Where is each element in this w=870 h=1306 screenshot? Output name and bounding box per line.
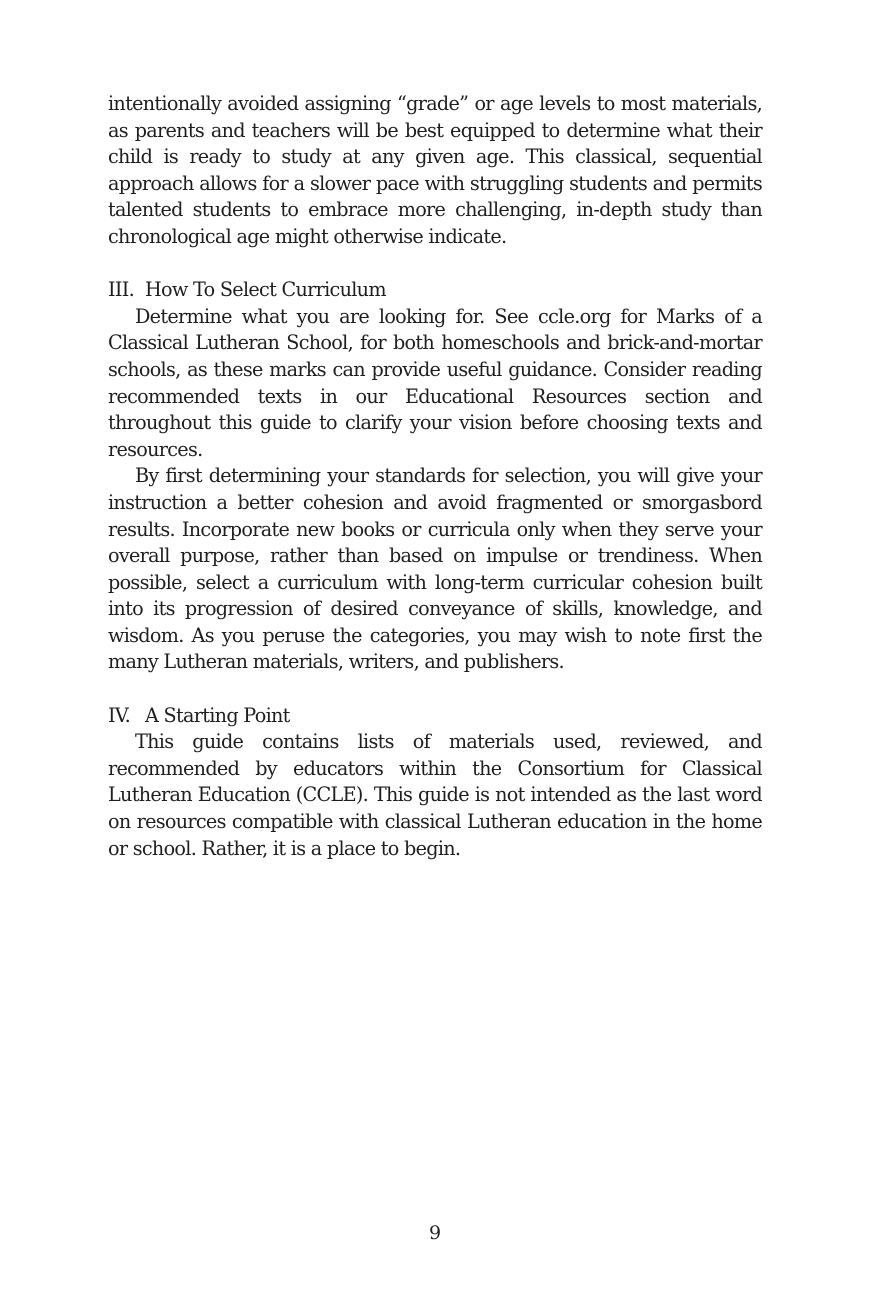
- section-title: How To Select Curriculum: [145, 278, 386, 302]
- section-heading-how-to-select-curriculum: [108, 277, 762, 304]
- body-paragraph: This guide contains lists of materials used, reviewed, and recommended by educators within the Consortium for Classical Lutheran Education (CCLE). This guide is not intended as the last word on resources compatible with classical Lutheran education in the home or school. Rather, it is a place to begin.: [108, 730, 762, 860]
- section-title: A Starting Point: [145, 703, 290, 727]
- body-paragraph: Determine what you are looking for. See ccle.org for Marks of a Classical Lutheran School, for both homeschools and brick-and-mortar schools, as these marks can provide useful guidance. Consider reading recommended texts in our Educational Resources section and throughout this guide to clarify your vision before choosing texts and resources.: [108, 304, 762, 461]
- section-heading-a-starting-point: [108, 703, 762, 730]
- page-number: 9: [428, 1222, 442, 1244]
- section-number: IV.: [108, 703, 131, 727]
- intro-paragraph: intentionally avoided assigning “grade” or age levels to most materials, as parents and teachers will be best equipped to determine what their child is ready to study at any given age. This classical, sequential approach allows for a slower pace with struggling students and permits talented students to embrace more challenging, in-depth study than chronological age might otherwise indicate.: [108, 92, 762, 248]
- section-number: III.: [108, 278, 135, 302]
- body-paragraph: By first determining your standards for selection, you will give your instruction a better cohesion and avoid fragmented or smorgasbord results. Incorporate new books or curricula only when they serve your overall purpose, rather than based on impulse or trendiness. When possible, select a curriculum with long-term curricular cohesion built into its progression of desired conveyance of skills, knowledge, and wisdom. As you peruse the categories, you may wish to note first the many Lutheran materials, writers, and publishers.: [108, 464, 762, 674]
- page-body: [108, 91, 762, 862]
